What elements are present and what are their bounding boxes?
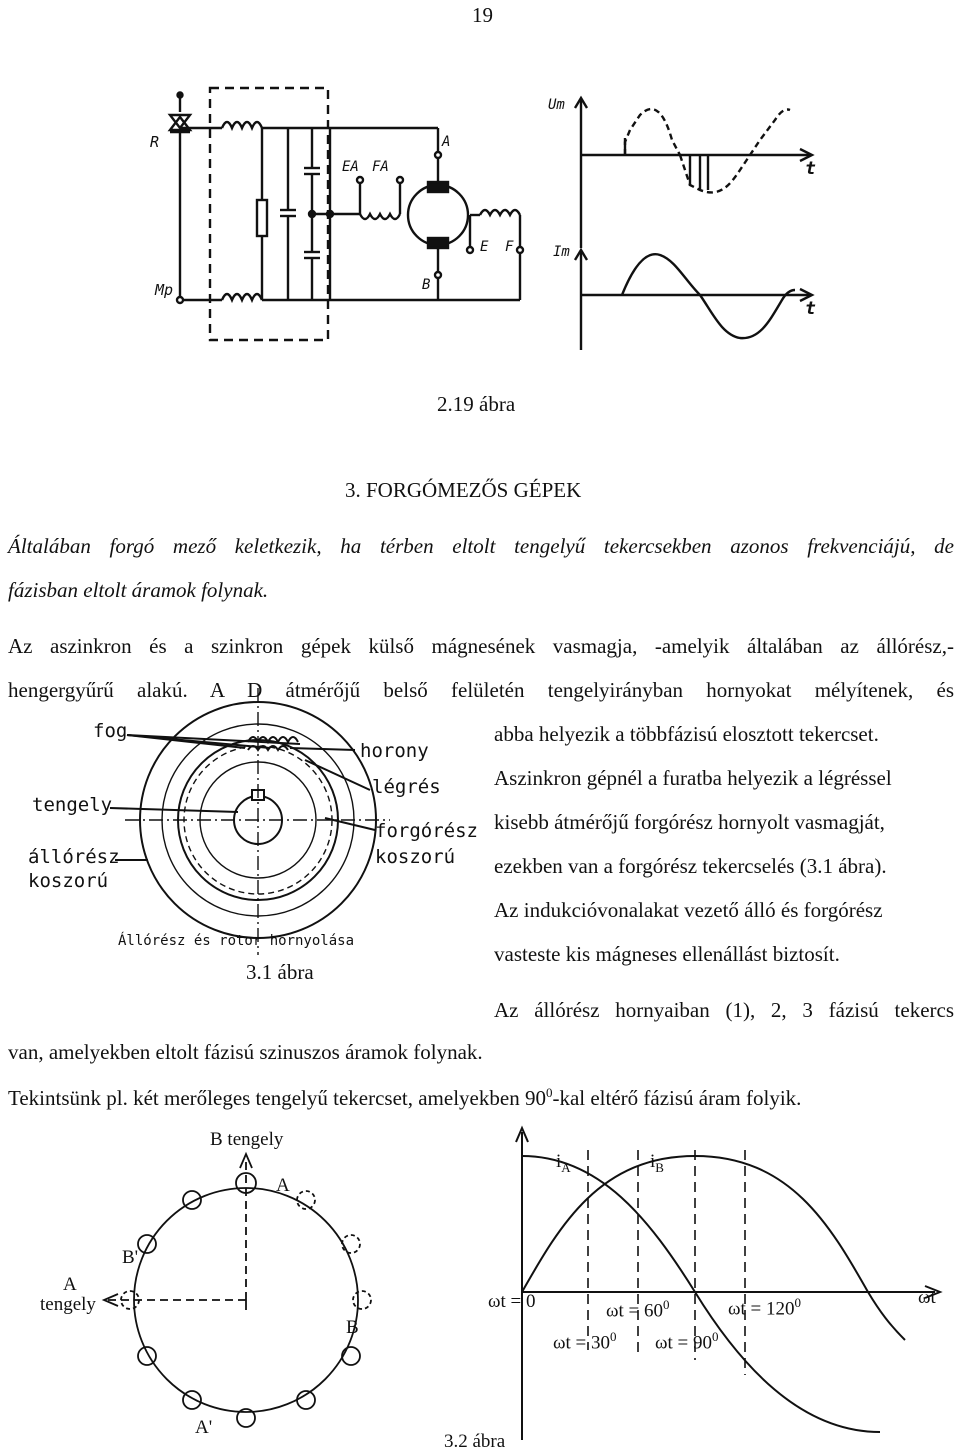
label-wt-120-sup: 0 [794, 1295, 801, 1310]
label-F: F [505, 239, 514, 255]
label-t-upper: t [805, 158, 816, 179]
label-koszoru-left: koszorú [28, 870, 109, 892]
label-wt-60 [606, 1298, 670, 1320]
intro-line-1: Általában forgó mező keletkezik, ha térben eltolt tengelyű tekercsekben azonos frekvenciájú, de [8, 534, 954, 558]
side-line-4: ezekben van a forgórész tekercselés (3.1 ábra). [494, 854, 887, 878]
side-line-1: abba helyezik a többfázisú elosztott tekercset. [494, 722, 879, 746]
label-t-lower: t [805, 298, 816, 319]
label-legres: légrés [372, 776, 441, 798]
figure-inner-caption-3-1: Állórész és rotor hornyolása [118, 933, 355, 949]
label-R: R [150, 133, 160, 151]
section-title: 3. FORGÓMEZŐS GÉPEK [345, 478, 582, 502]
para1-line-1: Az aszinkron és a szinkron gépek külső mágnesének vasmagja, -amelyik általában az állórész,- [8, 634, 954, 658]
label-wt-60-sup: 0 [663, 1297, 670, 1312]
label-wt-30-main: ωt = 30 [553, 1332, 610, 1354]
label-A-top: A [276, 1175, 290, 1196]
label-wt-120 [728, 1296, 801, 1318]
label-iA-sub: A [561, 1159, 571, 1175]
label-tengely-31: tengely [32, 794, 113, 816]
label-B-right: B [346, 1317, 359, 1338]
para3-suffix: -kal eltérő fázisú áram folyik. [552, 1086, 802, 1110]
label-wt-90-main: ωt = 90 [655, 1332, 712, 1354]
figure-caption-3-1: 3.1 ábra [246, 960, 314, 984]
side-line-5: Az indukcióvonalakat vezető álló és forgórész [494, 898, 883, 922]
label-forgoresz: forgórész [375, 820, 478, 842]
label-alloresz: állórész [28, 846, 120, 868]
label-koszoru-right: koszorú [375, 846, 456, 868]
label-Um: Um [548, 97, 565, 113]
label-wt-60-main: ωt = 60 [606, 1300, 663, 1322]
para1-line-2: hengergyűrű alakú. A D átmérőjű belső felületén tengelyirányban hornyokat mélyítenek, és [8, 678, 954, 702]
label-Mp: Mp [155, 281, 174, 299]
label-wt-30 [553, 1330, 617, 1352]
para3-prefix: Tekintsünk pl. két merőleges tengelyű tekercset, amelyekben 90 [8, 1086, 546, 1110]
side-line-7: Az állórész hornyaiban (1), 2, 3 fázisú tekercs [494, 998, 954, 1022]
label-B-prime: B' [122, 1247, 139, 1268]
label-A-left: A [63, 1274, 77, 1295]
label-B: B [422, 277, 431, 293]
label-fog: fog [93, 720, 128, 742]
label-iB-main: i [650, 1151, 656, 1172]
label-A: A [442, 134, 451, 150]
para2: van, amelyekben eltolt fázisú szinuszos áramok folynak. [8, 1040, 483, 1064]
label-wt-0: ωt = 0 [488, 1291, 536, 1312]
label-wt-30-sup: 0 [610, 1329, 617, 1344]
label-wt: ωt [918, 1287, 936, 1308]
label-wt-90-sup: 0 [712, 1329, 719, 1344]
intro-line-2: fázisban eltolt áramok folynak. [8, 578, 269, 602]
label-iB [650, 1152, 664, 1174]
label-EA: EA [342, 159, 359, 175]
label-Im: Im [553, 244, 570, 260]
label-wt-120-main: ωt = 120 [728, 1298, 795, 1320]
label-horony: horony [360, 740, 429, 762]
page-number: 19 [472, 3, 493, 27]
label-E: E [480, 239, 489, 255]
side-line-3: kisebb átmérőjű forgórész hornyolt vasmagját, [494, 810, 885, 834]
label-tengely-32: tengely [40, 1294, 96, 1315]
label-A-prime: A' [195, 1417, 213, 1438]
side-line-2: Aszinkron gépnél a furatba helyezik a légréssel [494, 766, 892, 790]
label-iB-sub: B [655, 1159, 664, 1175]
label-wt-90 [655, 1330, 719, 1352]
figure-caption-2-19: 2.19 ábra [437, 392, 516, 416]
side-line-6: vasteste kis mágneses ellenállást biztosít. [494, 942, 840, 966]
label-FA: FA [372, 159, 389, 175]
figure-caption-3-2: 3.2 ábra [444, 1431, 506, 1452]
label-iA [556, 1152, 571, 1174]
label-iA-main: i [556, 1151, 562, 1172]
label-b-tengely: B tengely [210, 1129, 284, 1150]
para3-sup: 0 [545, 1085, 553, 1100]
